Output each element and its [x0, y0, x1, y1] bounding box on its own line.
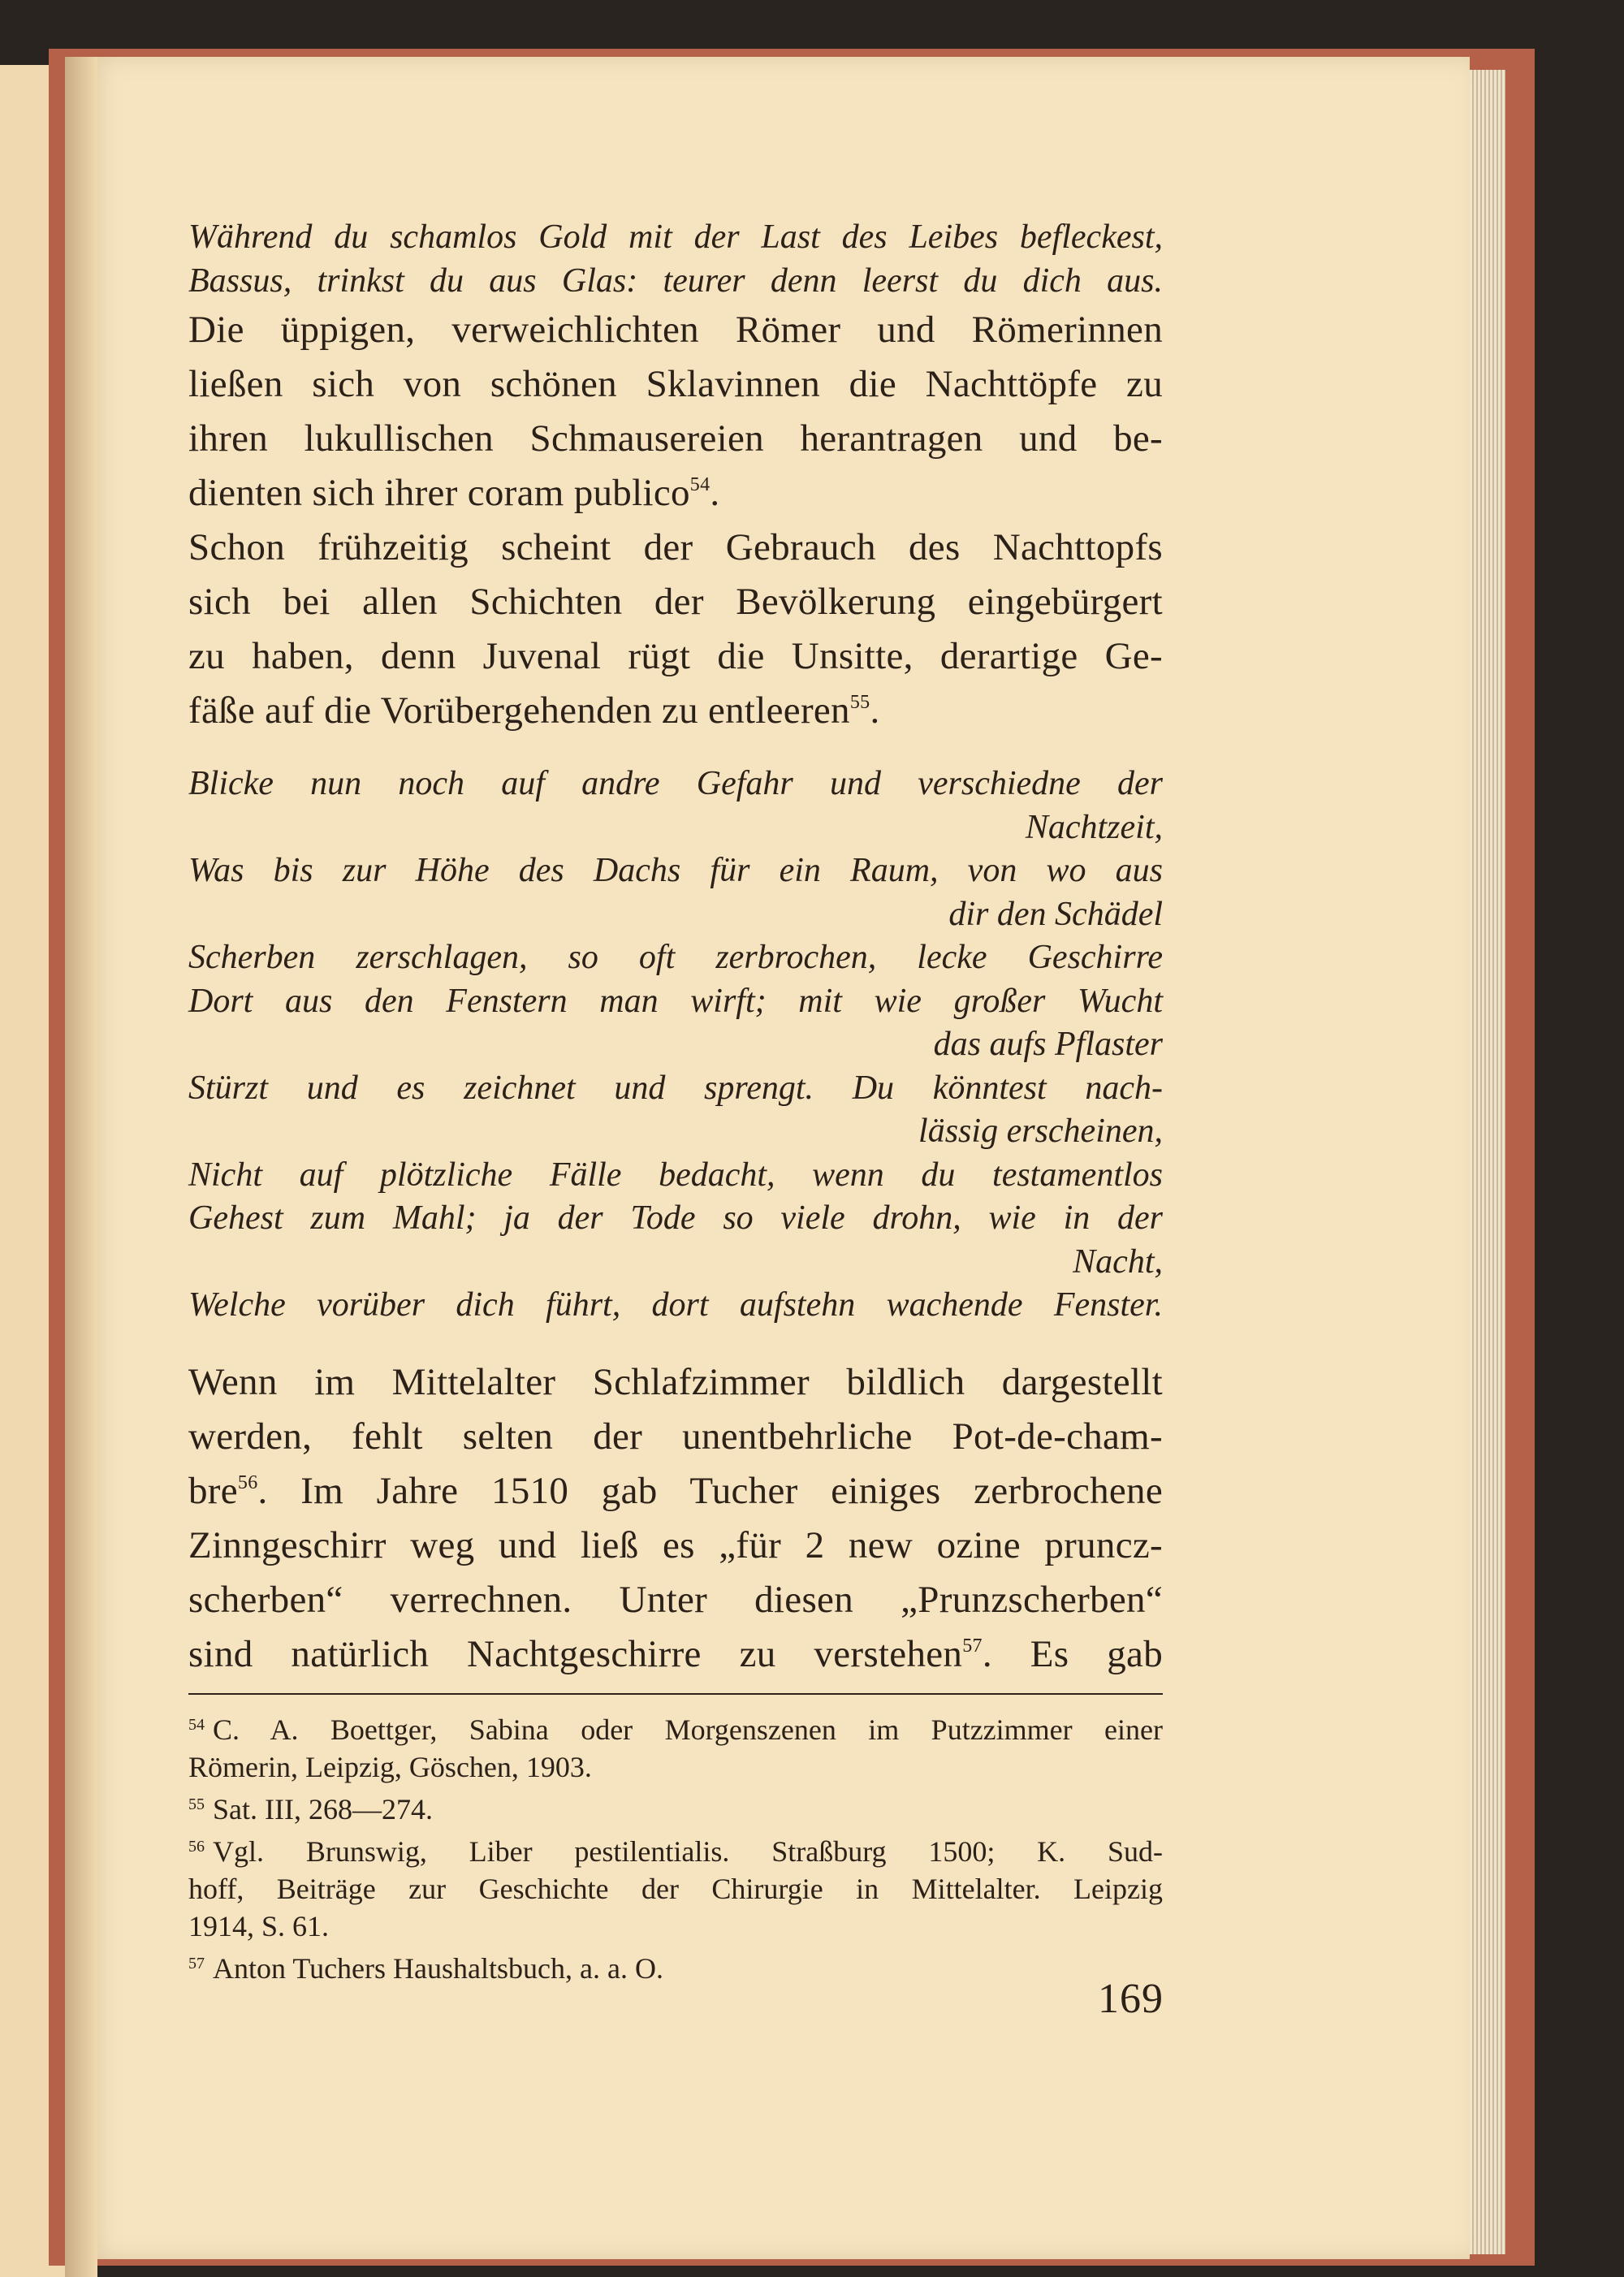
footnote-divider [188, 1693, 1163, 1695]
footnote-55 [188, 1786, 1163, 1828]
footnote-text: Anton Tuchers Haushaltsbuch, a. a. O. [213, 1951, 663, 1985]
footnote-number: 56 [188, 1837, 205, 1856]
footnote-54 [188, 1706, 1163, 1748]
paragraph-juvenal [188, 521, 1163, 738]
text-line: Schon frühzeitig scheint der Gebrauch des Nachttopfs [188, 526, 1163, 568]
text-fragment: . Es gab [982, 1632, 1163, 1675]
paragraph-romans [188, 303, 1163, 521]
footnote-56 [188, 1828, 1163, 1870]
footnote-number: 55 [188, 1795, 205, 1813]
footnote-ref[interactable]: 56 [237, 1471, 258, 1493]
footnote-text: C. A. Boettger, Sabina oder Morgenszenen im Putzzimmer einer [213, 1713, 1163, 1746]
text-line: Zinngeschirr weg und ließ es „für 2 new ozine pruncz- [188, 1523, 1163, 1566]
book-gutter [65, 57, 97, 2277]
verse-line: Dort aus den Fenstern man wirft; mit wie großer Wucht [188, 982, 1163, 1020]
text-line: Die üppigen, verweichlichten Römer und Römerinnen [188, 309, 1163, 351]
text-line: ließen sich von schönen Sklavinnen die Nachttöpfe zu [188, 363, 1163, 405]
text-line [188, 684, 1163, 738]
text-line: Wenn im Mittelalter Schlafzimmer bildlich dargestellt [188, 1360, 1163, 1403]
text-line: scherben“ verrechnen. Unter diesen „Prunzscherben“ [188, 1578, 1163, 1621]
verse-continuation: das aufs Pflaster [933, 1026, 1163, 1063]
text-fragment: fäße auf die Vorübergehenden zu entleeren [188, 689, 850, 732]
footnote-ref[interactable]: 55 [849, 692, 870, 713]
footnote-text-cont: hoff, Beiträge zur Geschichte der Chirurgie in Mittelalter. Leipzig [188, 1872, 1163, 1905]
footnote-text: Sat. III, 268—274. [213, 1792, 433, 1825]
footnote-text: Vgl. Brunswig, Liber pestilentialis. Straßburg 1500; K. Sud- [213, 1834, 1163, 1868]
verse-continuation: lässig erscheinen, [918, 1113, 1163, 1150]
footnote-text-cont: 1914, S. 61. [188, 1909, 330, 1942]
footnote-ref[interactable]: 57 [962, 1635, 983, 1657]
page-number: 169 [1098, 1976, 1164, 2022]
text-line [188, 1627, 1163, 1682]
text-fragment: sind natürlich Nachtgeschirre zu verstehen [188, 1632, 963, 1675]
footnotes [188, 1706, 1163, 1987]
verse-line: Scherben zerschlagen, so oft zerbrochen, lecke Geschirre [188, 939, 1163, 976]
text-line: ihren lukullischen Schmausereien herantragen und be- [188, 417, 1163, 460]
footnote-text-cont: Römerin, Leipzig, Göschen, 1903. [188, 1750, 592, 1783]
text-line: zu haben, denn Juvenal rügt die Unsitte, derartige Ge- [188, 635, 1163, 677]
text-fragment: bre [188, 1469, 238, 1512]
text-fragment: . [870, 689, 880, 732]
text-fragment: . Im Jahre 1510 gab Tucher einiges zerbrochene [257, 1469, 1163, 1512]
text-line [188, 466, 1163, 521]
text-fragment: . [710, 472, 720, 514]
text-line: sich bei allen Schichten der Bevölkerung eingebürgert [188, 581, 1163, 623]
epigram-line: Während du schamlos Gold mit der Last des Leibes befleckest, [188, 218, 1163, 256]
verse-line: Blicke nun noch auf andre Gefahr und verschiedne der [188, 765, 1163, 802]
verse-quotation [188, 763, 1163, 1328]
verse-continuation: dir den Schädel [948, 895, 1163, 933]
paragraph-middle-ages [188, 1355, 1163, 1682]
footnote-number: 54 [188, 1715, 205, 1734]
verse-continuation: Nacht, [1073, 1242, 1163, 1281]
verse-continuation: Nachtzeit, [1025, 808, 1163, 846]
verse-line: Stürzt und es zeichnet und sprengt. Du könntest nach- [188, 1069, 1163, 1107]
text-fragment: dienten sich ihrer coram publico [188, 472, 690, 514]
verse-line: Welche vorüber dich führt, dort aufstehn wachende Fenster. [188, 1286, 1163, 1324]
verse-line: Gehest zum Mahl; ja der Tode so viele drohn, wie in der [188, 1199, 1163, 1237]
text-line [188, 1464, 1163, 1519]
epigram [188, 215, 1163, 303]
verse-line: Nicht auf plötzliche Fälle bedacht, wenn du testamentlos [188, 1156, 1163, 1194]
text-line: werden, fehlt selten der unentbehrliche Pot-de-cham- [188, 1415, 1163, 1458]
footnote-57 [188, 1945, 1163, 1987]
footnote-ref[interactable]: 54 [689, 474, 710, 495]
verse-line: Was bis zur Höhe des Dachs für ein Raum, von wo aus [188, 852, 1163, 889]
footnote-number: 57 [188, 1954, 205, 1972]
page-content [188, 215, 1163, 1987]
epigram-line: Bassus, trinkst du aus Glas: teurer denn leerst du dich aus. [188, 262, 1163, 300]
